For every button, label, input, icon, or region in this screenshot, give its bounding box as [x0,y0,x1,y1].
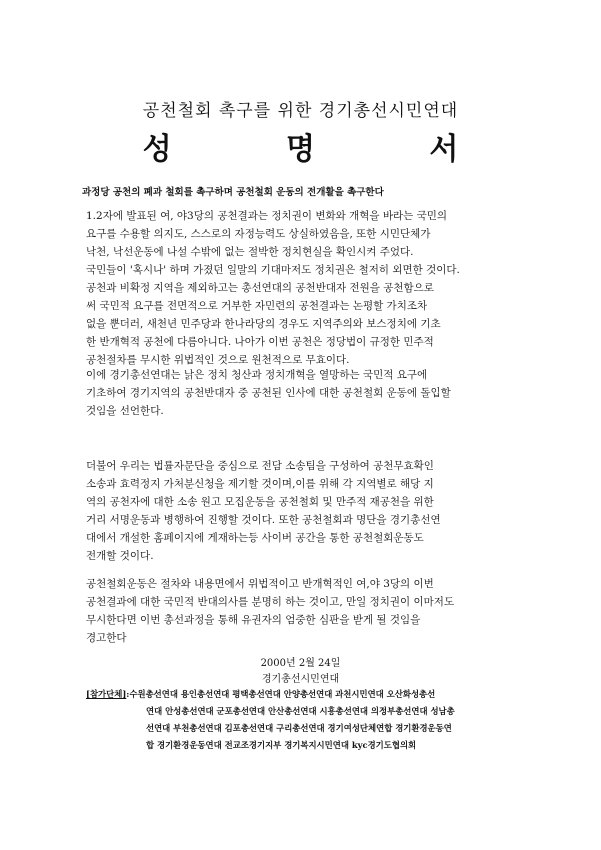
paragraph-line: 없을 뿐더러, 새천년 민주당과 한나라당의 경우도 지역주의와 보스정치에 기초 [86,318,441,330]
paragraph-line: 것임을 선언한다. [86,405,164,417]
participants-line: 연대 안성총선연대 군포총선연대 안산총선연대 시흥총선연대 의정부총선연대 성남총 [146,706,455,716]
paragraph-line: 공천절차를 무시한 위법적인 것으로 원천적으로 무효이다. [86,354,350,366]
paragraph-4 [86,575,526,647]
paragraph-line: 써 국민적 요구를 전면적으로 거부한 자민련의 공천결과는 논평할 가치조차 [86,300,428,312]
statement-date: 2000년 2월 24일 [260,658,341,669]
paragraph-line: 무시한다면 이번 총선과정을 통해 유권자의 엄중한 심판을 받게 될 것임을 [86,614,421,626]
paragraph-line: 전개할 것이다. [86,550,154,562]
paragraph-line: 낙천, 낙선운동에 나설 수밖에 없는 절박한 정치현실을 확인시켜 주었다. [86,246,414,258]
paragraph-line: 기초하여 경기지역의 공천반대자 중 공천된 인사에 대한 공천철회 운동에 돌입할 [86,387,451,399]
participants-label: [참가단체] [86,689,127,699]
paragraph-2 [86,366,526,420]
paragraph-3 [86,457,526,565]
paragraph-line: 더불어 우리는 법률자문단을 중심으로 전담 소송팀을 구성하여 공천무효확인 [86,460,434,472]
paragraph-line: 1.2자에 발표된 여, 야3당의 공천결과는 정치권이 변화와 개혁을 바라는 국민의 [86,210,448,222]
signatory: 경기총선시민연대 [261,674,340,685]
statement-subtitle: 과정당 공천의 폐과 철회를 촉구하며 공천철회 운동의 전개활을 촉구한다 [82,187,384,198]
document-title: 성 명 서 [142,132,511,167]
paragraph-line: 경고한다 [86,632,127,644]
paragraph-line: 국민들이 '혹시나' 하며 가졌던 일말의 기대마저도 정치권은 철저히 외면한 것이다. [86,264,460,276]
paragraph-1 [86,207,526,369]
paragraph-line: 공천과 비확정 지역을 제외하고는 총선연대의 공천반대자 전원을 공천함으로 [86,282,434,294]
participants-line: 합 경기환경운동연대 전교조경기지부 경기복지시민연대 kyc경기도협의회 [146,740,417,750]
paragraph-line: 소송과 효력정지 가처분신청을 제기할 것이며,이를 위해 각 지역별로 해당 지 [86,478,434,490]
participant-organizations [86,686,526,754]
paragraph-line: 거리 서명운동과 병행하여 진행할 것이다. 또한 공천철회과 명단을 경기총선연 [86,514,441,526]
paragraph-line: 한 반개혁적 공천에 다름아니다. 나아가 이번 공천은 정당법이 규정한 민주적 [86,336,434,348]
participants-text: :수원총선연대 용인총선연대 평택총선연대 안양총선연대 과천시민연대 오산화성총선 [126,689,436,699]
participants-line [86,686,526,703]
paragraph-line: 요구를 수용할 의지도, 스스로의 자정능력도 상실하였음을, 또한 시민단체가 [86,228,431,240]
organization-title: 공천철회 촉구를 위한 경기총선시민연대 [142,101,459,121]
paragraph-line: 공천철회운동은 절차와 내용면에서 위법적이고 반개혁적인 여,야 3당의 이번 [86,578,434,590]
paragraph-line: 대에서 개설한 홈페이지에 게재하는등 사이버 공간을 통한 공천철회운동도 [86,532,424,544]
paragraph-line: 이에 경기총선연대는 낡은 정치 청산과 정치개혁을 열망하는 국민적 요구에 [86,369,428,381]
paragraph-line: 역의 공천자에 대한 소송 원고 모집운동을 공천철회 및 만주적 재공천을 위한 [86,496,434,508]
paragraph-line: 공천결과에 대한 국민적 반대의사를 분명히 하는 것이고, 만일 정치권이 이마저도 [86,596,455,608]
participants-line: 선연대 부천총선연대 김포총선연대 구리총선연대 경기여성단체연합 경기환경운동연 [146,723,452,733]
